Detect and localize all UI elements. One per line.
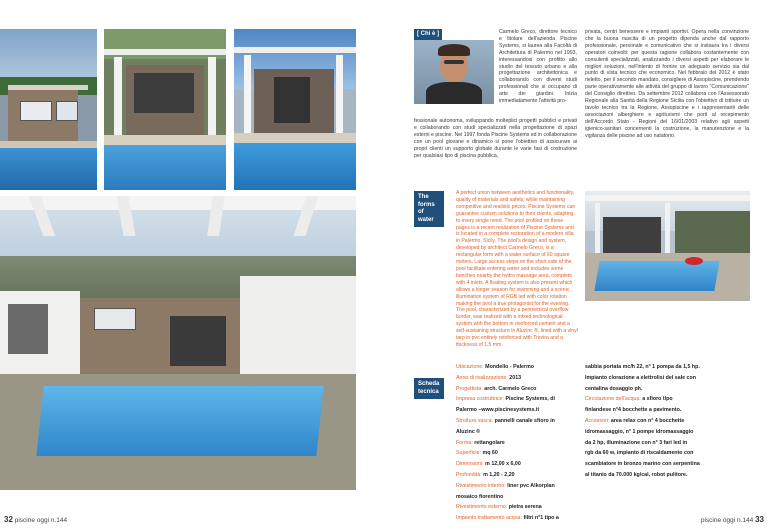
photo-pool-umbrella xyxy=(585,191,750,301)
scheda-col2 xyxy=(585,362,749,481)
scheda-tag: Scheda tecnica xyxy=(414,378,444,399)
spec-row: Circolazione dell'acqua: a sfioro tipo xyxy=(585,396,673,403)
forms-text: A perfect union between aesthetics and functionality, quality of materials and safety, while maintaining competitive and realistic prices: Piscine Systems can guarantee custom solutions to their clients, adapting to every single need. The pool profiled on these pages is a recent realization of Piscine Systems and is located in a complete restoration of a modern villa in Palermo, Sicily. The pool's design and system, developed by architect Carmelo Greco, is a rectangular form with a water surface of 60 square meters. Large access steps on the short side of the pool facilitate entering water and includes some benches nearby the hydro massage area, complete with 4 inlets. A floating system is also present which allows a longer season for swimming and a scenic illumination system of RGB led with color rotation making the pool a true protagonist for the evening. The pool, characterized by a perimetrical overflow border, was realized with a mixed technological system with the bottom in reinforced cement and a self-sustaining structure in Aluzinc ®, lined with a vinyl tarp in pvc entirely reinforced with Trevira and a thickness of 1,5 mm. xyxy=(456,190,578,348)
profile-text-col1-full: fessionale autonoma, sviluppando molteplici progetti pubblici e privati e collaborando con studi specializzati nella progettazione di spazi esterni e piscine. Nei 1997 fonda Piscine Systems ed in collaborazione con un pool giovane e dinamico si pone l'obiettivo di assicurare ai propri clienti un supporto globale durante le varie fasi di costruzione per qualsiasi tipo di piscina pubblica, xyxy=(414,118,577,159)
right-footer xyxy=(701,515,764,524)
photo-pergola-front xyxy=(104,29,226,190)
spec-row: al titanio da 70.000 kg/cal, robot pulitore. xyxy=(585,471,688,478)
spec-row: Rivestimento esterno: pietra serena xyxy=(456,504,542,511)
spec-row: Ubicazione: Mondello - Palermo xyxy=(456,364,535,370)
left-footer xyxy=(4,515,67,524)
photo-pergola-sky xyxy=(234,29,356,190)
spec-row: Dimensioni: m 12,00 x 6,00 xyxy=(456,461,521,468)
spec-row: idromassaggio, n° 1 pompe idromassaggio xyxy=(585,428,694,435)
page-number-left: 32 xyxy=(4,515,13,524)
spec-row: Impianto clorazione a elettrolisi del sale con xyxy=(585,374,696,381)
scheda-col1 xyxy=(456,362,578,524)
photo-villa-side xyxy=(0,29,97,190)
spec-row: finlandese n°4 bocchette a pavimento. xyxy=(585,407,682,414)
spec-row: Progettista: arch. Carmelo Greco xyxy=(456,385,537,392)
spec-row: Superficie: mq 60 xyxy=(456,450,498,457)
photo-pool-main xyxy=(0,196,356,490)
portrait-carmelo-greco xyxy=(414,40,494,104)
profile-text-col2: privata, centri benessere e impianti sportivi. Opera nella convinzione che la buona riuscita di un progetto dipenda anche dal rapporto professionale, personale e comunicativo che si instaura tra i diversi operatori coinvolti: per questa ragione collabora costantemente con consulenti specializzati, analizzando i diversi aspetti per elaborare le migliori soluzioni, nell'intento di fornire un adeguato servizio sia dal punto di vista tecnico che economico. Nel febbraio del 2012 è stato rieletto, per il secondo mandato, consigliere di Assopiscine, prendendo parte operativamente alle attività del gruppo di lavoro "Comunicazione" del Consiglio direttivo. Da settembre 2012 collabora con l'Assessorato Regionale alla Sanità della Regione Sicilia con l'obiettivo di istituire un tavolo tecnico tra la Regione, Assopiscine e i rappresentanti delle associazioni alberghiere e agriturismi che porti al recepimento dell'Accordo Stato - Regioni del 16/01/2003 relativo agli aspetti igienico-sanitari concernenti la costruzione, la manutenzione e la vigilanza delle piscine ad uso natatorio. xyxy=(585,29,749,139)
profile-tag: [ Chi è ] xyxy=(414,29,442,41)
spec-row: Anno di realizzazione: 2013 xyxy=(456,374,522,381)
profile-text-col1-wrapped: Carmelo Greco, direttore tecnico e titolare dell'azienda Piscine Systems, si laurea alla Facoltà di Architettura di Palermo nel 1993, interessandosi con profitto allo studio del tessuto urbano e alla progettazione architettonica e collaborando con diversi studi professionali che si occupano di arte dei giardini. Inizia immediatamente l'attività pro- xyxy=(499,29,577,105)
magazine-label-left: piscine oggi n.144 xyxy=(14,517,68,524)
spec-row: rgb da 60 w, impianto di riscaldamento con xyxy=(585,450,694,457)
spec-row: Forma: rettangolare xyxy=(456,439,505,446)
spec-row: Impianto trattamento acqua: filtri n°1 tipo a xyxy=(456,515,559,522)
forms-tag: The forms of water xyxy=(414,191,444,227)
spec-row: Aluzinc ® xyxy=(456,428,481,435)
spec-row: sabbia portata mc/h 22, n° 1 pompa da 1,5 hp. xyxy=(585,364,700,370)
spec-row: da 2 hp, illuminazione con n° 3 fari led in xyxy=(585,439,688,446)
spec-row: Rivestimento interno: liner pvc Alkorplan xyxy=(456,482,555,489)
spec-row: scambiatore in bronzo marino con serpentina xyxy=(585,461,700,468)
spec-row: centalina dosaggio ph. xyxy=(585,385,643,392)
spec-row: Palermo –www.piscinesystems.it xyxy=(456,407,540,414)
spec-row: Struttura vasca: pannelli canale sfioro in xyxy=(456,417,555,424)
spec-row: mosaico fiorentino xyxy=(456,493,504,500)
magazine-label-right: piscine oggi n.144 xyxy=(700,517,754,524)
spec-row: Profondità: m 1,20 - 2,20 xyxy=(456,471,515,478)
spec-row: Impresa costruttrice: Piscine Systems, di xyxy=(456,396,555,403)
spec-row: Accessori: area relax con n° 4 bocchette xyxy=(585,417,685,424)
page-number-right: 33 xyxy=(755,515,764,524)
